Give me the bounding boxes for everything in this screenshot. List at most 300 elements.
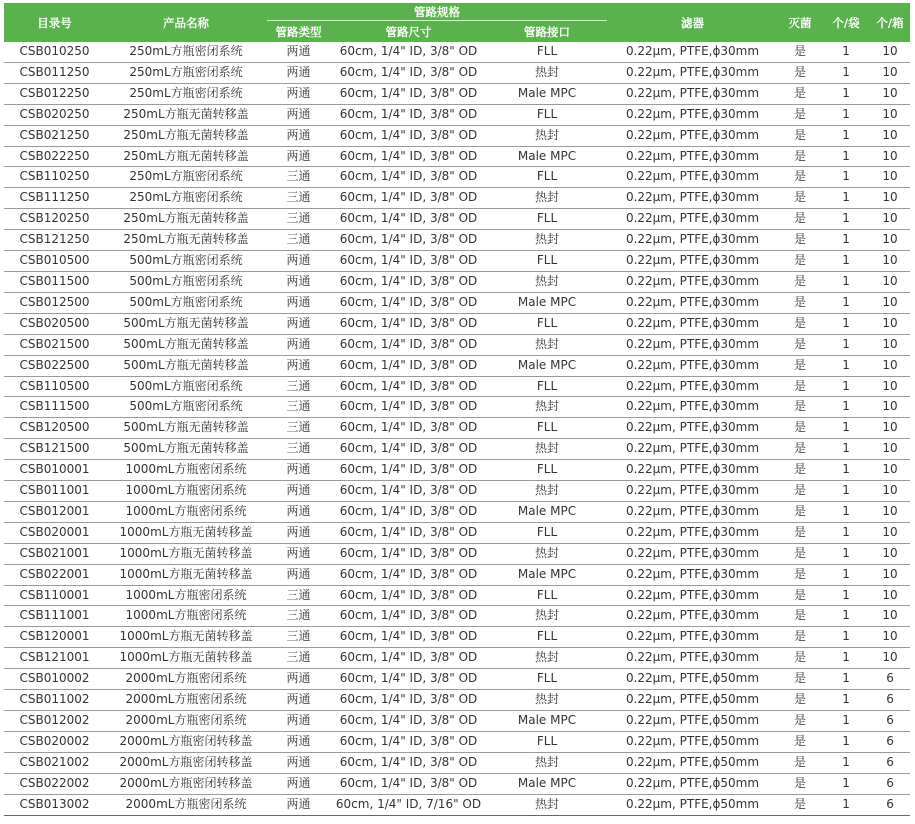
cell-tubing-connector: 热封 (487, 334, 607, 355)
cell-sterile: 是 (778, 271, 822, 292)
header-filter: 滤器 (607, 3, 778, 42)
cell-tubing-connector: FLL (487, 167, 607, 188)
cell-catalog-number: CSB011500 (4, 271, 105, 292)
table-row (4, 355, 910, 376)
cell-tubing-size: 60cm, 1/4" ID, 3/8" OD (330, 251, 487, 272)
table-row (4, 439, 910, 460)
cell-product-name: 1000mL方瓶密闭系统 (105, 481, 267, 502)
cell-product-name: 250mL方瓶密闭系统 (105, 62, 267, 83)
cell-per-bag: 1 (822, 292, 870, 313)
cell-tubing-size: 60cm, 1/4" ID, 3/8" OD (330, 627, 487, 648)
cell-per-bag: 1 (822, 794, 870, 815)
table-row (4, 376, 910, 397)
cell-per-bag: 1 (822, 42, 870, 62)
cell-per-case: 10 (870, 42, 910, 62)
cell-catalog-number: CSB010001 (4, 460, 105, 481)
cell-tubing-size: 60cm, 1/4" ID, 3/8" OD (330, 439, 487, 460)
cell-sterile: 是 (778, 501, 822, 522)
cell-filter: 0.22µm, PTFE,ϕ30mm (607, 188, 778, 209)
table-row (4, 62, 910, 83)
cell-catalog-number: CSB121500 (4, 439, 105, 460)
cell-catalog-number: CSB020250 (4, 104, 105, 125)
cell-tubing-connector: FLL (487, 104, 607, 125)
cell-per-case: 10 (870, 564, 910, 585)
cell-tubing-size: 60cm, 1/4" ID, 3/8" OD (330, 501, 487, 522)
cell-product-name: 250mL方瓶密闭系统 (105, 42, 267, 62)
cell-catalog-number: CSB013002 (4, 794, 105, 815)
cell-product-name: 1000mL方瓶密闭系统 (105, 606, 267, 627)
cell-tubing-size: 60cm, 1/4" ID, 3/8" OD (330, 104, 487, 125)
cell-sterile: 是 (778, 564, 822, 585)
cell-catalog-number: CSB021250 (4, 125, 105, 146)
cell-sterile: 是 (778, 376, 822, 397)
cell-filter: 0.22µm, PTFE,ϕ30mm (607, 230, 778, 251)
cell-tubing-size: 60cm, 1/4" ID, 3/8" OD (330, 397, 487, 418)
cell-catalog-number: CSB120500 (4, 418, 105, 439)
cell-tubing-size: 60cm, 1/4" ID, 3/8" OD (330, 731, 487, 752)
cell-tubing-type: 三通 (267, 439, 330, 460)
cell-tubing-connector: FLL (487, 418, 607, 439)
cell-tubing-size: 60cm, 1/4" ID, 3/8" OD (330, 62, 487, 83)
cell-filter: 0.22µm, PTFE,ϕ50mm (607, 731, 778, 752)
cell-tubing-connector: Male MPC (487, 773, 607, 794)
cell-tubing-size: 60cm, 1/4" ID, 3/8" OD (330, 125, 487, 146)
cell-sterile: 是 (778, 83, 822, 104)
table-header (4, 3, 910, 42)
cell-catalog-number: CSB020500 (4, 313, 105, 334)
header-tubing-size: 管路尺寸 (330, 21, 487, 43)
cell-tubing-size: 60cm, 1/4" ID, 3/8" OD (330, 606, 487, 627)
table-row (4, 334, 910, 355)
cell-per-case: 10 (870, 188, 910, 209)
cell-sterile: 是 (778, 313, 822, 334)
cell-per-case: 10 (870, 104, 910, 125)
cell-filter: 0.22µm, PTFE,ϕ30mm (607, 460, 778, 481)
cell-product-name: 1000mL方瓶密闭系统 (105, 585, 267, 606)
cell-tubing-size: 60cm, 1/4" ID, 3/8" OD (330, 773, 487, 794)
cell-product-name: 500mL方瓶无菌转移盖 (105, 334, 267, 355)
cell-per-bag: 1 (822, 104, 870, 125)
cell-product-name: 2000mL方瓶密闭系统 (105, 669, 267, 690)
cell-catalog-number: CSB022001 (4, 564, 105, 585)
cell-catalog-number: CSB021001 (4, 543, 105, 564)
cell-per-bag: 1 (822, 418, 870, 439)
cell-product-name: 2000mL方瓶密闭系统 (105, 690, 267, 711)
cell-product-name: 1000mL方瓶无菌转移盖 (105, 564, 267, 585)
cell-tubing-connector: 热封 (487, 125, 607, 146)
cell-tubing-connector: Male MPC (487, 501, 607, 522)
cell-tubing-connector: Male MPC (487, 83, 607, 104)
cell-product-name: 250mL方瓶无菌转移盖 (105, 146, 267, 167)
cell-product-name: 500mL方瓶密闭系统 (105, 271, 267, 292)
cell-tubing-type: 三通 (267, 230, 330, 251)
cell-per-case: 10 (870, 355, 910, 376)
cell-filter: 0.22µm, PTFE,ϕ30mm (607, 418, 778, 439)
cell-product-name: 1000mL方瓶无菌转移盖 (105, 627, 267, 648)
cell-catalog-number: CSB120001 (4, 627, 105, 648)
cell-product-name: 2000mL方瓶密闭转移盖 (105, 773, 267, 794)
cell-per-case: 6 (870, 711, 910, 732)
cell-tubing-type: 两通 (267, 711, 330, 732)
cell-per-case: 10 (870, 418, 910, 439)
cell-per-bag: 1 (822, 648, 870, 669)
cell-filter: 0.22µm, PTFE,ϕ30mm (607, 104, 778, 125)
cell-tubing-type: 两通 (267, 104, 330, 125)
cell-tubing-connector: 热封 (487, 752, 607, 773)
table-row (4, 188, 910, 209)
cell-per-bag: 1 (822, 62, 870, 83)
cell-sterile: 是 (778, 731, 822, 752)
cell-catalog-number: CSB121001 (4, 648, 105, 669)
cell-tubing-connector: 热封 (487, 439, 607, 460)
cell-filter: 0.22µm, PTFE,ϕ30mm (607, 376, 778, 397)
table-row (4, 606, 910, 627)
cell-tubing-type: 两通 (267, 773, 330, 794)
cell-filter: 0.22µm, PTFE,ϕ50mm (607, 773, 778, 794)
cell-sterile: 是 (778, 522, 822, 543)
table-row (4, 125, 910, 146)
cell-catalog-number: CSB111001 (4, 606, 105, 627)
cell-catalog-number: CSB110250 (4, 167, 105, 188)
cell-per-bag: 1 (822, 690, 870, 711)
table-row (4, 585, 910, 606)
cell-product-name: 250mL方瓶无菌转移盖 (105, 209, 267, 230)
table-row (4, 481, 910, 502)
table-row (4, 627, 910, 648)
cell-per-case: 10 (870, 313, 910, 334)
table-row (4, 648, 910, 669)
cell-tubing-size: 60cm, 1/4" ID, 3/8" OD (330, 334, 487, 355)
cell-per-bag: 1 (822, 271, 870, 292)
cell-tubing-connector: 热封 (487, 606, 607, 627)
cell-filter: 0.22µm, PTFE,ϕ30mm (607, 439, 778, 460)
cell-per-case: 10 (870, 627, 910, 648)
cell-tubing-type: 两通 (267, 564, 330, 585)
cell-product-name: 2000mL方瓶密闭转移盖 (105, 752, 267, 773)
cell-tubing-size: 60cm, 1/4" ID, 3/8" OD (330, 209, 487, 230)
cell-filter: 0.22µm, PTFE,ϕ30mm (607, 167, 778, 188)
cell-tubing-type: 两通 (267, 543, 330, 564)
cell-filter: 0.22µm, PTFE,ϕ30mm (607, 209, 778, 230)
cell-tubing-size: 60cm, 1/4" ID, 3/8" OD (330, 690, 487, 711)
cell-tubing-connector: FLL (487, 376, 607, 397)
cell-tubing-type: 两通 (267, 42, 330, 62)
cell-catalog-number: CSB012250 (4, 83, 105, 104)
cell-per-bag: 1 (822, 209, 870, 230)
cell-filter: 0.22µm, PTFE,ϕ30mm (607, 251, 778, 272)
table-row (4, 752, 910, 773)
cell-tubing-size: 60cm, 1/4" ID, 3/8" OD (330, 648, 487, 669)
cell-per-bag: 1 (822, 251, 870, 272)
cell-tubing-size: 60cm, 1/4" ID, 3/8" OD (330, 355, 487, 376)
table-row (4, 251, 910, 272)
cell-product-name: 500mL方瓶无菌转移盖 (105, 313, 267, 334)
cell-tubing-size: 60cm, 1/4" ID, 3/8" OD (330, 711, 487, 732)
cell-tubing-connector: FLL (487, 627, 607, 648)
cell-tubing-type: 三通 (267, 648, 330, 669)
cell-per-case: 10 (870, 585, 910, 606)
cell-per-bag: 1 (822, 230, 870, 251)
cell-tubing-size: 60cm, 1/4" ID, 3/8" OD (330, 669, 487, 690)
cell-sterile: 是 (778, 481, 822, 502)
cell-tubing-type: 三通 (267, 167, 330, 188)
cell-filter: 0.22µm, PTFE,ϕ30mm (607, 501, 778, 522)
cell-per-bag: 1 (822, 501, 870, 522)
cell-tubing-connector: 热封 (487, 481, 607, 502)
cell-per-bag: 1 (822, 669, 870, 690)
cell-tubing-connector: FLL (487, 42, 607, 62)
table-row (4, 167, 910, 188)
cell-sterile: 是 (778, 543, 822, 564)
cell-catalog-number: CSB110001 (4, 585, 105, 606)
cell-tubing-type: 两通 (267, 271, 330, 292)
header-tubing-connector: 管路接口 (487, 21, 607, 43)
cell-tubing-size: 60cm, 1/4" ID, 3/8" OD (330, 752, 487, 773)
table-row (4, 794, 910, 815)
cell-tubing-size: 60cm, 1/4" ID, 7/16" OD (330, 794, 487, 815)
cell-sterile: 是 (778, 669, 822, 690)
cell-per-bag: 1 (822, 606, 870, 627)
cell-tubing-connector: 热封 (487, 648, 607, 669)
cell-per-case: 6 (870, 794, 910, 815)
table-row (4, 460, 910, 481)
cell-per-bag: 1 (822, 146, 870, 167)
table-row (4, 418, 910, 439)
header-product-name: 产品名称 (105, 3, 267, 42)
cell-tubing-size: 60cm, 1/4" ID, 3/8" OD (330, 188, 487, 209)
cell-per-bag: 1 (822, 439, 870, 460)
cell-catalog-number: CSB111500 (4, 397, 105, 418)
cell-tubing-size: 60cm, 1/4" ID, 3/8" OD (330, 146, 487, 167)
cell-tubing-type: 两通 (267, 794, 330, 815)
header-tubing-spec: 管路规格 (267, 3, 607, 21)
cell-sterile: 是 (778, 752, 822, 773)
cell-tubing-size: 60cm, 1/4" ID, 3/8" OD (330, 313, 487, 334)
cell-filter: 0.22µm, PTFE,ϕ30mm (607, 271, 778, 292)
cell-per-case: 6 (870, 752, 910, 773)
cell-filter: 0.22µm, PTFE,ϕ30mm (607, 481, 778, 502)
table-row (4, 501, 910, 522)
cell-product-name: 500mL方瓶无菌转移盖 (105, 355, 267, 376)
cell-tubing-type: 三通 (267, 627, 330, 648)
cell-per-bag: 1 (822, 83, 870, 104)
cell-per-case: 10 (870, 439, 910, 460)
cell-catalog-number: CSB021500 (4, 334, 105, 355)
header-catalog-number: 目录号 (4, 3, 105, 42)
cell-catalog-number: CSB111250 (4, 188, 105, 209)
cell-catalog-number: CSB022002 (4, 773, 105, 794)
cell-tubing-connector: 热封 (487, 397, 607, 418)
cell-per-case: 10 (870, 271, 910, 292)
table-row (4, 209, 910, 230)
table-row (4, 313, 910, 334)
cell-tubing-type: 三通 (267, 397, 330, 418)
table-row (4, 397, 910, 418)
cell-per-case: 6 (870, 773, 910, 794)
cell-sterile: 是 (778, 439, 822, 460)
cell-tubing-connector: FLL (487, 522, 607, 543)
cell-per-case: 10 (870, 543, 910, 564)
cell-filter: 0.22µm, PTFE,ϕ30mm (607, 648, 778, 669)
cell-per-case: 6 (870, 690, 910, 711)
cell-tubing-connector: 热封 (487, 794, 607, 815)
header-tubing-type: 管路类型 (267, 21, 330, 43)
cell-tubing-connector: FLL (487, 460, 607, 481)
cell-product-name: 500mL方瓶无菌转移盖 (105, 439, 267, 460)
cell-product-name: 250mL方瓶无菌转移盖 (105, 125, 267, 146)
cell-tubing-type: 三通 (267, 188, 330, 209)
cell-per-case: 10 (870, 292, 910, 313)
cell-product-name: 500mL方瓶密闭系统 (105, 397, 267, 418)
cell-per-case: 10 (870, 334, 910, 355)
cell-catalog-number: CSB120250 (4, 209, 105, 230)
cell-tubing-type: 两通 (267, 522, 330, 543)
cell-tubing-connector: FLL (487, 585, 607, 606)
cell-per-case: 10 (870, 648, 910, 669)
cell-filter: 0.22µm, PTFE,ϕ30mm (607, 355, 778, 376)
cell-product-name: 250mL方瓶密闭系统 (105, 167, 267, 188)
cell-per-case: 10 (870, 125, 910, 146)
cell-filter: 0.22µm, PTFE,ϕ30mm (607, 564, 778, 585)
cell-tubing-type: 两通 (267, 313, 330, 334)
cell-per-case: 10 (870, 83, 910, 104)
cell-tubing-type: 两通 (267, 669, 330, 690)
cell-tubing-connector: FLL (487, 251, 607, 272)
cell-per-case: 10 (870, 146, 910, 167)
cell-tubing-type: 两通 (267, 292, 330, 313)
table-row (4, 522, 910, 543)
cell-sterile: 是 (778, 42, 822, 62)
cell-product-name: 500mL方瓶密闭系统 (105, 251, 267, 272)
cell-sterile: 是 (778, 209, 822, 230)
cell-filter: 0.22µm, PTFE,ϕ30mm (607, 42, 778, 62)
cell-product-name: 500mL方瓶密闭系统 (105, 376, 267, 397)
cell-tubing-size: 60cm, 1/4" ID, 3/8" OD (330, 543, 487, 564)
cell-per-case: 10 (870, 481, 910, 502)
table-row (4, 731, 910, 752)
cell-tubing-size: 60cm, 1/4" ID, 3/8" OD (330, 167, 487, 188)
cell-filter: 0.22µm, PTFE,ϕ30mm (607, 606, 778, 627)
header-per-bag: 个/袋 (822, 3, 870, 42)
cell-per-case: 10 (870, 522, 910, 543)
cell-sterile: 是 (778, 711, 822, 732)
cell-catalog-number: CSB022250 (4, 146, 105, 167)
cell-sterile: 是 (778, 230, 822, 251)
cell-filter: 0.22µm, PTFE,ϕ30mm (607, 125, 778, 146)
cell-per-case: 6 (870, 669, 910, 690)
cell-sterile: 是 (778, 251, 822, 272)
cell-per-bag: 1 (822, 188, 870, 209)
cell-filter: 0.22µm, PTFE,ϕ50mm (607, 711, 778, 732)
cell-tubing-type: 两通 (267, 501, 330, 522)
cell-catalog-number: CSB021002 (4, 752, 105, 773)
cell-catalog-number: CSB012002 (4, 711, 105, 732)
cell-product-name: 1000mL方瓶无菌转移盖 (105, 543, 267, 564)
cell-tubing-connector: 热封 (487, 271, 607, 292)
cell-product-name: 1000mL方瓶密闭系统 (105, 460, 267, 481)
cell-tubing-size: 60cm, 1/4" ID, 3/8" OD (330, 585, 487, 606)
table-row (4, 543, 910, 564)
cell-tubing-type: 两通 (267, 146, 330, 167)
cell-tubing-type: 三通 (267, 418, 330, 439)
table-row (4, 773, 910, 794)
cell-filter: 0.22µm, PTFE,ϕ50mm (607, 690, 778, 711)
table-row (4, 669, 910, 690)
cell-sterile: 是 (778, 794, 822, 815)
cell-per-bag: 1 (822, 752, 870, 773)
cell-tubing-type: 两通 (267, 355, 330, 376)
cell-filter: 0.22µm, PTFE,ϕ50mm (607, 794, 778, 815)
cell-tubing-type: 两通 (267, 125, 330, 146)
cell-tubing-connector: FLL (487, 731, 607, 752)
cell-tubing-size: 60cm, 1/4" ID, 3/8" OD (330, 83, 487, 104)
cell-per-case: 10 (870, 230, 910, 251)
cell-per-bag: 1 (822, 460, 870, 481)
table-row (4, 230, 910, 251)
cell-sterile: 是 (778, 397, 822, 418)
cell-product-name: 500mL方瓶无菌转移盖 (105, 418, 267, 439)
cell-catalog-number: CSB121250 (4, 230, 105, 251)
cell-per-case: 10 (870, 167, 910, 188)
cell-per-bag: 1 (822, 773, 870, 794)
cell-tubing-connector: 热封 (487, 690, 607, 711)
cell-per-case: 10 (870, 397, 910, 418)
header-per-case: 个/箱 (870, 3, 910, 42)
cell-tubing-type: 三通 (267, 209, 330, 230)
cell-tubing-connector: FLL (487, 209, 607, 230)
cell-tubing-connector: Male MPC (487, 146, 607, 167)
table-row (4, 711, 910, 732)
cell-filter: 0.22µm, PTFE,ϕ30mm (607, 397, 778, 418)
cell-sterile: 是 (778, 292, 822, 313)
cell-sterile: 是 (778, 146, 822, 167)
cell-catalog-number: CSB010250 (4, 42, 105, 62)
cell-filter: 0.22µm, PTFE,ϕ30mm (607, 585, 778, 606)
product-spec-table (4, 3, 910, 816)
cell-sterile: 是 (778, 690, 822, 711)
cell-per-case: 10 (870, 501, 910, 522)
cell-per-bag: 1 (822, 313, 870, 334)
cell-tubing-connector: FLL (487, 313, 607, 334)
table-row (4, 83, 910, 104)
cell-tubing-size: 60cm, 1/4" ID, 3/8" OD (330, 292, 487, 313)
cell-sterile: 是 (778, 648, 822, 669)
cell-tubing-size: 60cm, 1/4" ID, 3/8" OD (330, 376, 487, 397)
cell-tubing-connector: 热封 (487, 230, 607, 251)
cell-filter: 0.22µm, PTFE,ϕ50mm (607, 669, 778, 690)
cell-tubing-size: 60cm, 1/4" ID, 3/8" OD (330, 418, 487, 439)
cell-per-bag: 1 (822, 731, 870, 752)
cell-per-bag: 1 (822, 585, 870, 606)
cell-catalog-number: CSB022500 (4, 355, 105, 376)
cell-product-name: 250mL方瓶密闭系统 (105, 188, 267, 209)
cell-tubing-connector: 热封 (487, 543, 607, 564)
cell-catalog-number: CSB110500 (4, 376, 105, 397)
cell-filter: 0.22µm, PTFE,ϕ30mm (607, 522, 778, 543)
cell-sterile: 是 (778, 606, 822, 627)
cell-filter: 0.22µm, PTFE,ϕ30mm (607, 146, 778, 167)
cell-tubing-size: 60cm, 1/4" ID, 3/8" OD (330, 230, 487, 251)
cell-sterile: 是 (778, 167, 822, 188)
cell-catalog-number: CSB012001 (4, 501, 105, 522)
cell-per-bag: 1 (822, 397, 870, 418)
cell-sterile: 是 (778, 334, 822, 355)
cell-tubing-connector: 热封 (487, 188, 607, 209)
cell-catalog-number: CSB011002 (4, 690, 105, 711)
cell-sterile: 是 (778, 188, 822, 209)
cell-sterile: 是 (778, 62, 822, 83)
cell-filter: 0.22µm, PTFE,ϕ30mm (607, 292, 778, 313)
